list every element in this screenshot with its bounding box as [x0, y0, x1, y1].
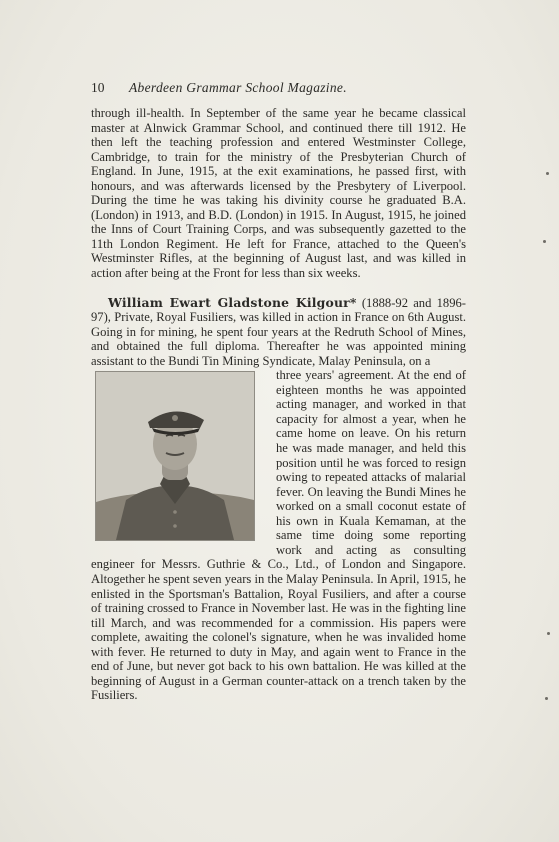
paragraph-kilgour-intro [91, 296, 466, 369]
kilgour-intro-text: (1888-92 and 1896-97), Private, Royal Fusiliers, was killed in action in France on 6th August. Going in for mining, he spent four years at the Redruth School of Mines, and obtained the full diploma. Thereafter he was appointed mining assistant to the Bundi Tin Mining Syndicate, Malay Peninsula, on a [91, 295, 467, 368]
edge-speck [545, 697, 548, 700]
edge-speck [546, 172, 549, 175]
soldier-portrait-image [96, 372, 254, 540]
running-title: Aberdeen Grammar School Magazine. [129, 80, 347, 95]
portrait-photo [95, 371, 255, 541]
page-header [91, 80, 466, 100]
article-body [91, 106, 466, 703]
page-number: 10 [91, 80, 105, 95]
obituary-name-heading: William Ewart Gladstone Kilgour* [108, 294, 357, 310]
paragraph-previous-obituary: through ill-health. In September of the same year he became classical master at Alnwick Grammar School, and continued there till 1912. He then left the teaching profession and entered Westminster College, Cambridge, to train for the ministry of the Presbyterian Church of England. In June, 1915, at the exit examinations, he passed first, with honours, and was afterwards licensed by the Presbytery of Liverpool. During the time he was taking his divinity course he graduated B.A. (London) in 1913, and B.D. (London) in 1915. In August, 1915, he joined the Inns of Court Training Corps, and was subsequently gazetted to the 11th London Regiment. He left for France, attached to the Queen's Westminster Rifles, at the beginning of August last, and was killed in action after being at the Front for less than six weeks. [91, 106, 466, 281]
paragraph-kilgour-career: three years' agreement. At the end of eighteen months he was appointed acting manager, and worked in that capacity for almost a year, when he came home on leave. On his return he was made manager, and held this position until he was forced to resign owing to repeated attacks of malarial fever. On leaving the Bundi Mines he worked on a small coconut estate of his own in Kuala Kemaman, at the same time doing some reporting work and acting as consulting engineer for Messrs. Guthrie & Co., Ltd., of London and Singapore. Altogether he spent seven years in the Malay Peninsula. In April, 1915, he enlisted in the Sportsman's Battalion, Royal Fusiliers, and after a course of training crossed to France in November last. He was in the fighting line till March, and was recommended for a commission. His papers were complete, awaiting the colonel's signature, when he was invalided home with fever. He returned to duty in May, and again went to France in the end of June, but never got back to his own battalion. He was killed at the beginning of August in a German counter-attack on a trench taken by the Fusiliers. [91, 368, 466, 703]
edge-speck [547, 632, 550, 635]
paragraph-gap [91, 281, 466, 296]
edge-speck [543, 240, 546, 243]
